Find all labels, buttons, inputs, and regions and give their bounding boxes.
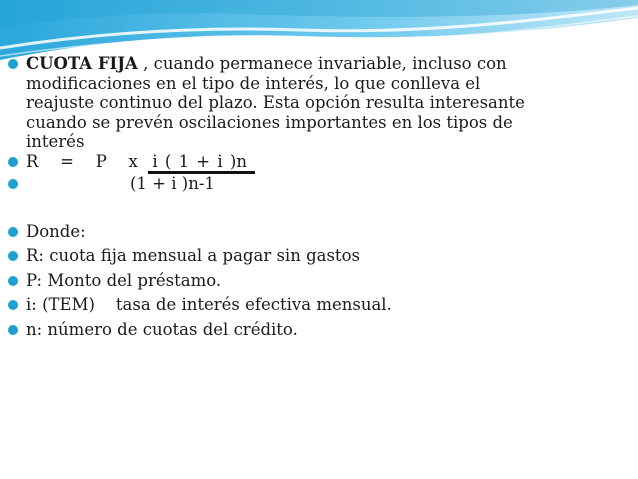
header-wave-decoration — [0, 0, 638, 60]
formula-lhs: R = P x — [26, 151, 153, 171]
formula-numerator-text: i ( 1 + i )n — [152, 151, 247, 171]
definition-text: i: (TEM) tasa de interés efectiva mensual. — [26, 295, 392, 314]
definition-item — [8, 295, 628, 315]
definition-text: n: número de cuotas del crédito. — [26, 319, 298, 339]
cuota-fija-term: CUOTA FIJA — [26, 54, 138, 73]
intro-line-5: interés — [26, 132, 85, 151]
intro-paragraph — [8, 54, 628, 152]
formula-denominator-line — [8, 174, 628, 194]
intro-line-4: cuando se prevén oscilaciones importantes en los tipos de — [26, 112, 513, 132]
intro-line-3: reajuste continuo del plazo. Esta opción resulta interesante — [26, 93, 525, 112]
definition-text: Donde: — [26, 221, 86, 241]
definition-text: P: Monto del préstamo. — [26, 270, 222, 290]
formula-numerator — [152, 152, 247, 172]
intro-line-1: , cuando permanece invariable, incluso con — [137, 54, 507, 73]
definition-item — [8, 246, 628, 266]
bullet-icon — [8, 179, 18, 189]
definition-item — [8, 320, 628, 340]
bullet-icon — [8, 276, 18, 286]
definition-item — [8, 222, 628, 242]
formula-line — [8, 152, 628, 172]
definition-item — [8, 271, 628, 291]
bullet-icon — [8, 251, 18, 261]
bullet-icon — [8, 300, 18, 310]
bullet-icon — [8, 59, 18, 69]
slide-body — [8, 54, 628, 339]
formula-denominator: (1 + i )n-1 — [130, 174, 215, 193]
definition-text: R: cuota fija mensual a pagar sin gastos — [26, 246, 360, 265]
bullet-icon — [8, 227, 18, 237]
intro-line-2: modificaciones en el tipo de interés, lo que conlleva el — [26, 73, 481, 93]
bullet-icon — [8, 325, 18, 335]
bullet-icon — [8, 157, 18, 167]
